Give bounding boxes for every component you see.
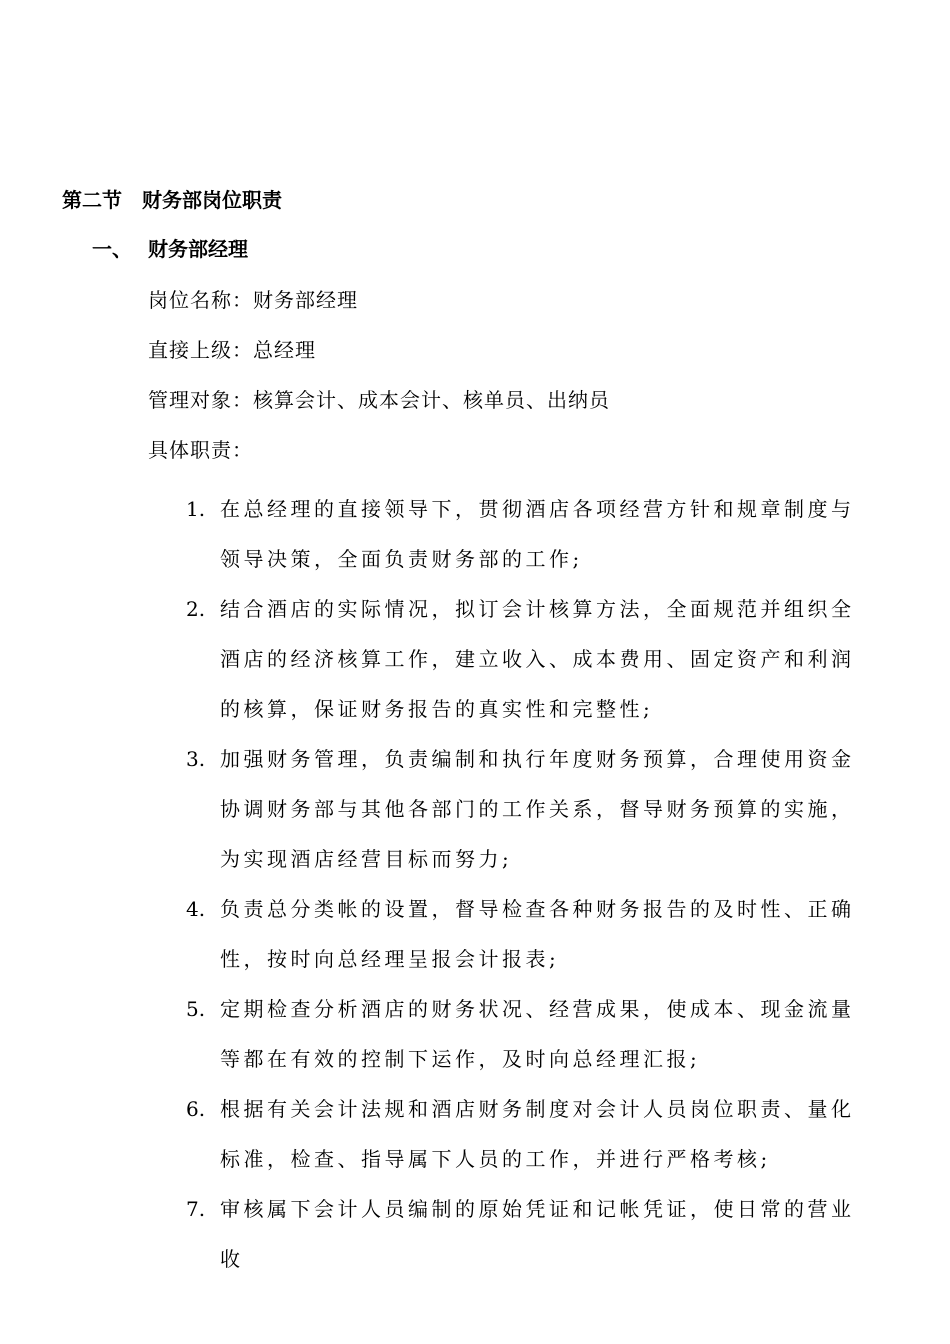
duty-item-4 [186,884,876,984]
duties-list [186,484,876,1284]
managed-staff-field: 管理对象：核算会计、成本会计、核单员、出纳员 [148,388,610,412]
duty-text: 根据有关会计法规和酒店财务制度对会计人员岗位职责、量化标准，检查、指导属下人员的工作，并进行严格考核; [220,1097,855,1171]
duty-text: 加强财务管理，负责编制和执行年度财务预算，合理使用资金协调财务部与其他各部门的工作关系，督导财务预算的实施，为实现酒店经营目标而努力; [220,747,855,871]
section-label: 第二节 [62,188,122,212]
duty-number: 6. [186,1097,206,1121]
duty-number: 5. [186,997,206,1021]
duty-item-5 [186,984,876,1084]
duty-item-3 [186,734,876,884]
duty-item-6 [186,1084,876,1184]
duty-text: 定期检查分析酒店的财务状况、经营成果，使成本、现金流量等都在有效的控制下运作，及时向总经理汇报; [220,997,855,1071]
direct-superior-field: 直接上级：总经理 [148,338,316,362]
duty-item-1 [186,484,876,584]
duty-number: 2. [186,597,206,621]
duty-number: 7. [186,1197,206,1221]
duty-item-2 [186,584,876,734]
section-heading [62,184,282,216]
duty-text: 在总经理的直接领导下，贯彻酒店各项经营方针和规章制度与领导决策，全面负责财务部的工作; [220,497,855,571]
duty-number: 1. [186,497,206,521]
duty-text: 结合酒店的实际情况，拟订会计核算方法，全面规范并组织全酒店的经济核算工作，建立收入、成本费用、固定资产和利润的核算，保证财务报告的真实性和完整性; [220,597,855,721]
duty-number: 3. [186,747,206,771]
section-title: 财务部岗位职责 [142,188,282,212]
subsection-number: 一、 [92,237,132,261]
duty-number: 4. [186,897,206,921]
subsection-heading [92,233,248,265]
duty-text: 审核属下会计人员编制的原始凭证和记帐凭证，使日常的营业收 [220,1197,855,1271]
duties-label: 具体职责： [148,438,253,462]
subsection-title: 财务部经理 [148,237,248,261]
position-name-field: 岗位名称：财务部经理 [148,288,358,312]
duty-item-7 [186,1184,876,1284]
duty-text: 负责总分类帐的设置，督导检查各种财务报告的及时性、正确性，按时向总经理呈报会计报表; [220,897,855,971]
